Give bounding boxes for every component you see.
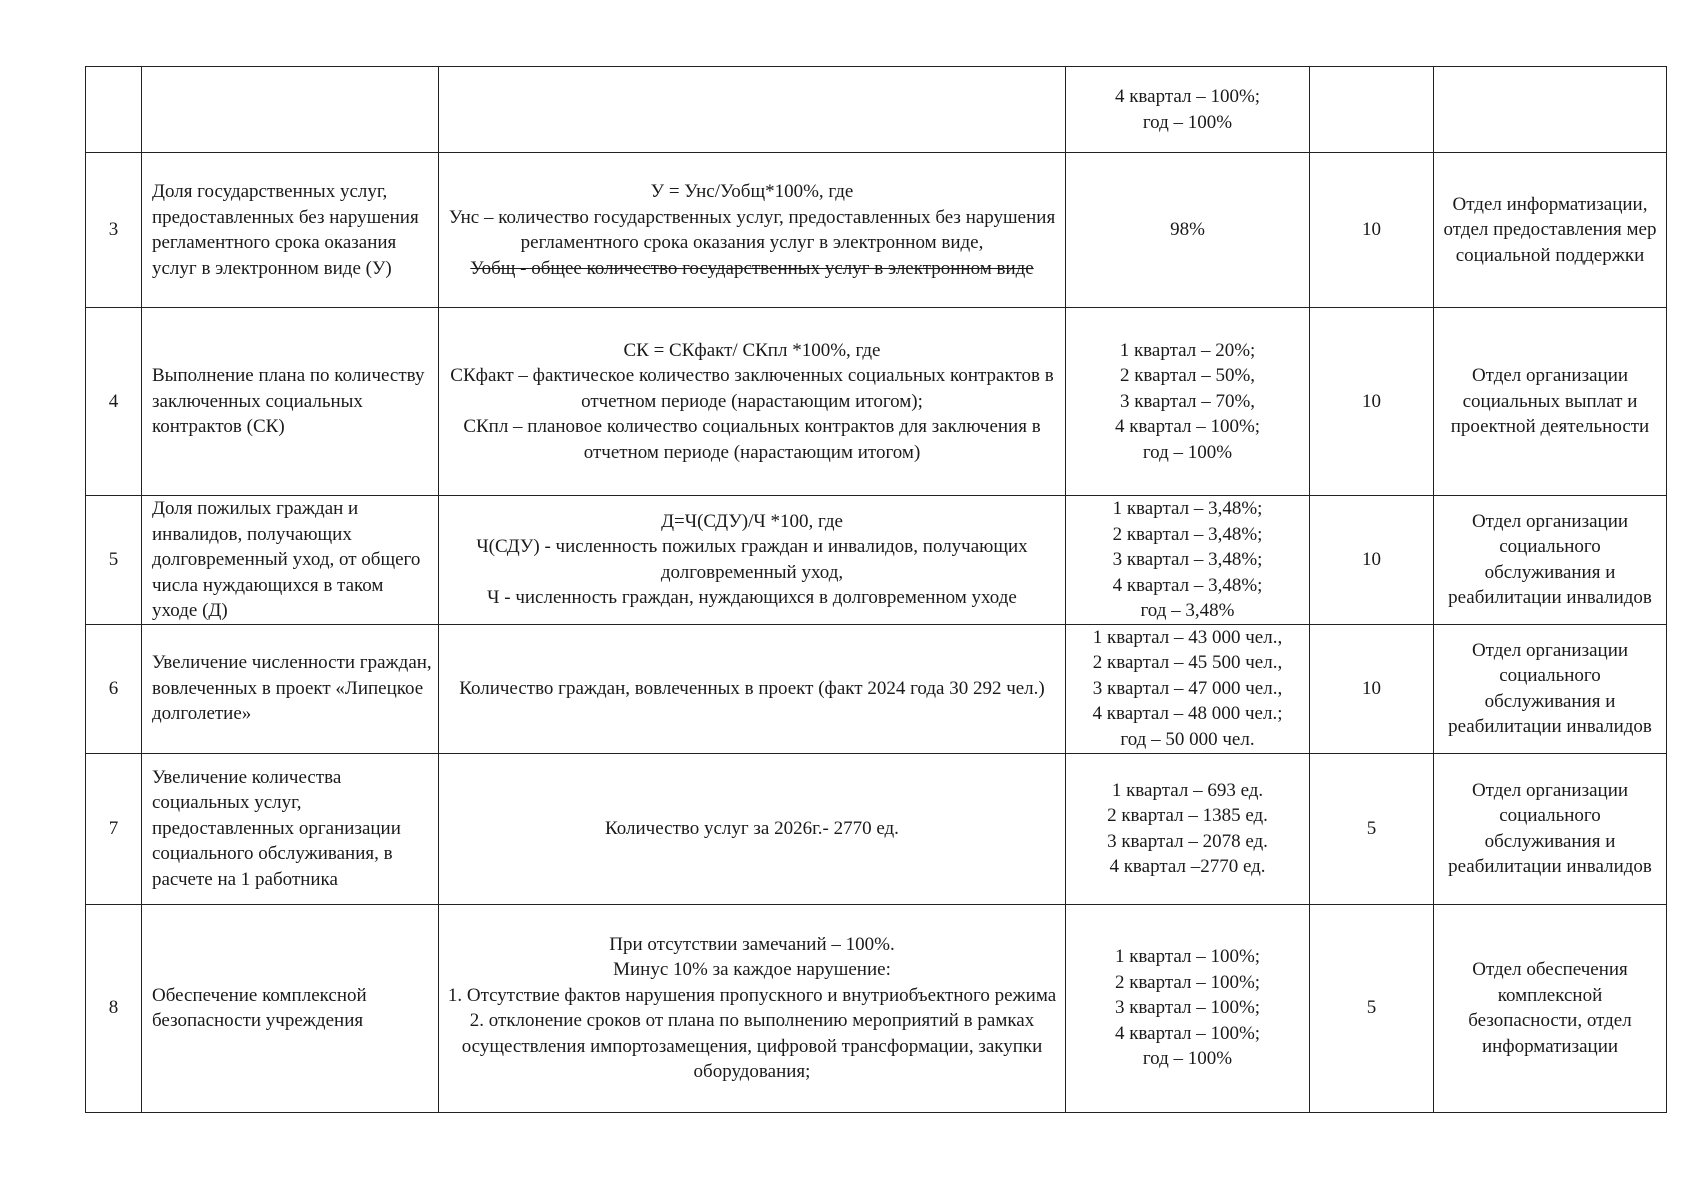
table-row [86, 904, 1667, 1112]
weight-value: 5 [1310, 753, 1434, 904]
responsible-department [1434, 496, 1667, 625]
target-values [1066, 308, 1310, 496]
formula-line: Ч(СДУ) - численность пожилых граждан и инвалидов, получающих долговременный уход, [476, 536, 1028, 583]
formula-line: 2. отклонение сроков от плана по выполнению мероприятий в рамках осуществления импортозамещения, цифровой трансформации, закупки оборудования; [461, 1010, 1043, 1082]
responsible-department [1434, 753, 1667, 904]
weight-value: 5 [1310, 904, 1434, 1112]
formula-line: При отсутствии замечаний – 100%. [609, 933, 895, 955]
department-line: Отдел информатизации, отдел предоставления мер социальной поддержки [1443, 193, 1657, 266]
indicator-name: Доля государственных услуг, предоставленных без нарушения регламентного срока оказания услуг в электронном виде (У) [142, 153, 439, 308]
table-row [86, 308, 1667, 496]
indicator-name: Увеличение количества социальных услуг, предоставленных организации социального обслуживания, в расчете на 1 работника [142, 753, 439, 904]
calculation-formula [439, 753, 1066, 904]
formula-line: Уобщ - общее количество государственных услуг в электронном виде [470, 257, 1034, 279]
target-line: 1 квартал – 693 ед. [1111, 779, 1264, 801]
weight-value: 10 [1310, 153, 1434, 308]
weight-value: 10 [1310, 496, 1434, 625]
row-number: 8 [86, 904, 142, 1112]
weight-value [1310, 67, 1434, 153]
target-values [1066, 753, 1310, 904]
target-line: 4 квартал –2770 ед. [1109, 856, 1266, 877]
responsible-department [1434, 624, 1667, 753]
calculation-formula [439, 153, 1066, 308]
target-line: год – 3,48% [1140, 600, 1235, 621]
target-line: 4 квартал – 100%; [1114, 1022, 1261, 1044]
indicator-name: Обеспечение комплексной безопасности учреждения [142, 904, 439, 1112]
responsible-department [1434, 153, 1667, 308]
indicator-name: Увеличение численности граждан, вовлеченных в проект «Липецкое долголетие» [142, 624, 439, 753]
target-line: 4 квартал – 100%; [1114, 86, 1261, 107]
target-line: год – 100% [1142, 1048, 1233, 1070]
row-number: 4 [86, 308, 142, 496]
formula-line: Унс – количество государственных услуг, предоставленных без нарушения регламентного срока оказания услуг в электронном виде, [448, 206, 1056, 253]
table-row [86, 496, 1667, 625]
indicators-table-body [86, 67, 1667, 1113]
target-line: 1 квартал – 3,48%; [1112, 498, 1263, 519]
calculation-formula [439, 67, 1066, 153]
target-values [1066, 624, 1310, 753]
row-number [86, 67, 142, 153]
target-line: год – 100% [1142, 111, 1233, 133]
formula-line: Количество услуг за 2026г.- 2770 ед. [605, 817, 899, 839]
table-row [86, 753, 1667, 904]
department-line: Отдел организации социального обслуживания и реабилитации инвалидов [1448, 510, 1652, 609]
indicator-name [142, 67, 439, 153]
target-line: 2 квартал – 100%; [1114, 971, 1261, 993]
formula-line: Количество граждан, вовлеченных в проект (факт 2024 года 30 292 чел.) [459, 677, 1045, 699]
responsible-department [1434, 67, 1667, 153]
target-values [1066, 904, 1310, 1112]
target-line: 3 квартал – 2078 ед. [1107, 830, 1268, 852]
target-line: год – 50 000 чел. [1120, 728, 1255, 750]
department-line: Отдел организации социальных выплат и проектной деятельности [1450, 365, 1650, 438]
indicators-table [85, 66, 1667, 1113]
responsible-department [1434, 904, 1667, 1112]
formula-line: Д=Ч(СДУ)/Ч *100, где [661, 510, 843, 532]
department-line: Отдел организации социального обслуживания и реабилитации инвалидов [1448, 779, 1652, 877]
target-line: 2 квартал – 45 500 чел., [1092, 652, 1283, 674]
indicator-name: Выполнение плана по количеству заключенных социальных контрактов (СК) [142, 308, 439, 496]
formula-line: СКфакт – фактическое количество заключенных социальных контрактов в отчетном периоде (нарастающим итогом); [450, 365, 1054, 412]
row-number: 6 [86, 624, 142, 753]
department-line: Отдел организации социального обслуживания и реабилитации инвалидов [1448, 639, 1652, 737]
target-line: 1 квартал – 100%; [1114, 946, 1261, 968]
target-values [1066, 496, 1310, 625]
target-line: 4 квартал – 48 000 чел.; [1092, 703, 1283, 725]
target-line: 3 квартал – 70%, [1119, 390, 1256, 412]
responsible-department [1434, 308, 1667, 496]
table-row [86, 153, 1667, 308]
target-values [1066, 153, 1310, 308]
calculation-formula [439, 496, 1066, 625]
target-line: 3 квартал – 47 000 чел., [1092, 677, 1283, 699]
table-row [86, 624, 1667, 753]
weight-value: 10 [1310, 624, 1434, 753]
target-line: 3 квартал – 3,48%; [1112, 549, 1263, 570]
target-line: 1 квартал – 43 000 чел., [1092, 626, 1283, 648]
target-line: 1 квартал – 20%; [1119, 339, 1256, 361]
target-line: 4 квартал – 3,48%; [1112, 574, 1263, 596]
formula-line: Минус 10% за каждое нарушение: [613, 959, 891, 980]
target-line: год – 100% [1142, 441, 1233, 463]
calculation-formula [439, 904, 1066, 1112]
row-number: 7 [86, 753, 142, 904]
formula-line: СКпл – плановое количество социальных контрактов для заключения в отчетном периоде (нарастающим итогом) [463, 416, 1041, 463]
calculation-formula [439, 624, 1066, 753]
target-line: 2 квартал – 3,48%; [1112, 523, 1263, 545]
target-line: 4 квартал – 100%; [1114, 416, 1261, 438]
formula-line: СК = СКфакт/ СКпл *100%, где [623, 339, 881, 361]
row-number: 3 [86, 153, 142, 308]
table-row [86, 67, 1667, 153]
target-line: 2 квартал – 50%, [1119, 365, 1256, 387]
target-line: 3 квартал – 100%; [1114, 997, 1261, 1019]
formula-line: У = Унс/Уобщ*100%, где [650, 181, 854, 202]
formula-line: Ч - численность граждан, нуждающихся в долговременном уходе [487, 587, 1017, 609]
indicator-name: Доля пожилых граждан и инвалидов, получающих долговременный уход, от общего числа нуждающихся в таком уходе (Д) [142, 496, 439, 625]
calculation-formula [439, 308, 1066, 496]
row-number: 5 [86, 496, 142, 625]
department-line: Отдел обеспечения комплексной безопасности, отдел информатизации [1468, 959, 1632, 1057]
target-line: 98% [1170, 219, 1205, 241]
formula-line: 1. Отсутствие фактов нарушения пропускного и внутриобъектного режима [447, 984, 1057, 1006]
target-values [1066, 67, 1310, 153]
target-line: 2 квартал – 1385 ед. [1107, 805, 1268, 826]
weight-value: 10 [1310, 308, 1434, 496]
